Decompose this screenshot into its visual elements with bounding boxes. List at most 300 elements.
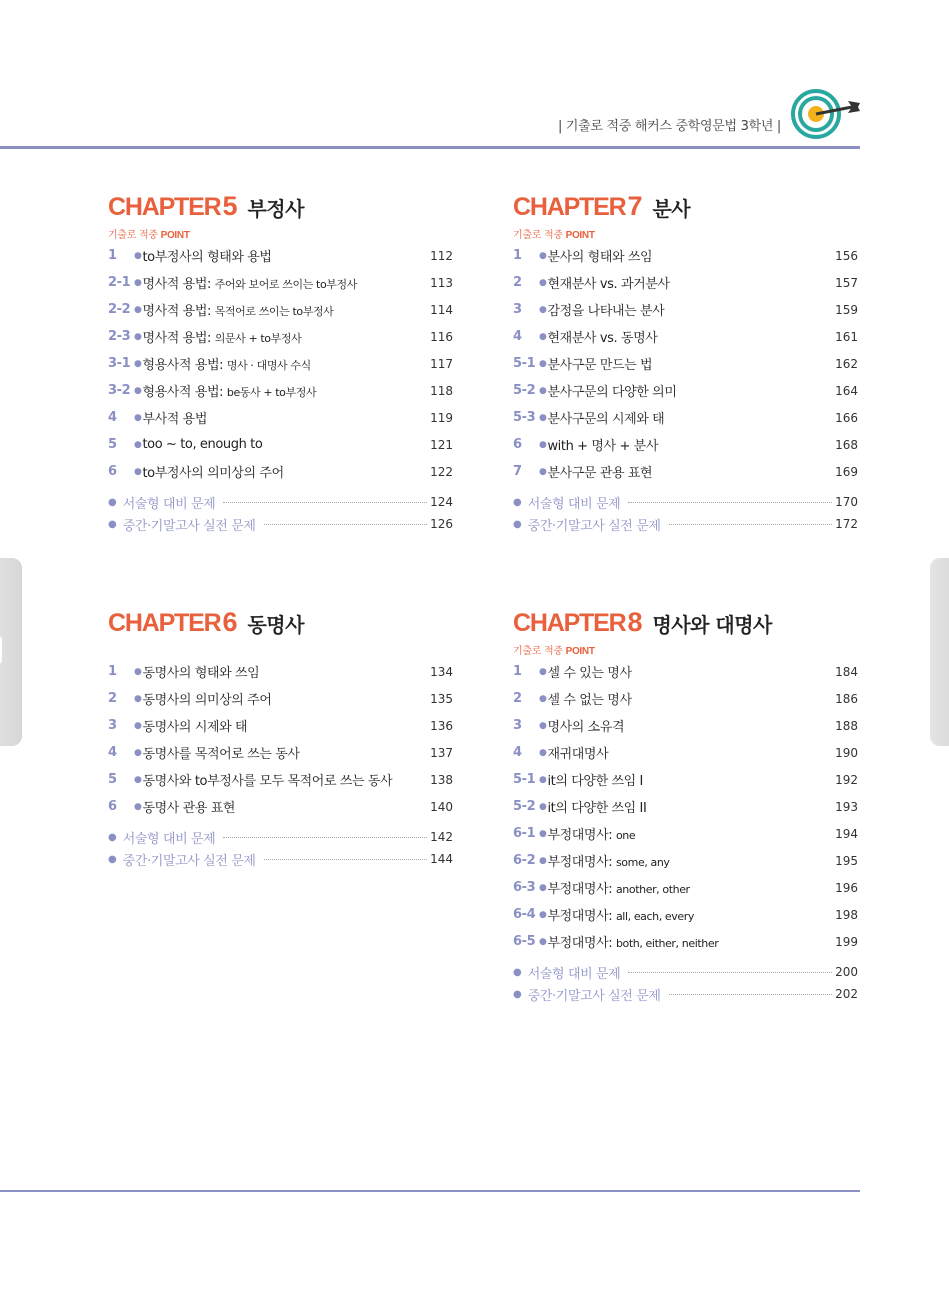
page-number: 199 [835, 934, 858, 949]
point-title [142, 716, 247, 735]
page-number: 134 [430, 664, 453, 679]
point-title [142, 743, 299, 762]
point-main: 부정대명사: [547, 909, 616, 924]
point-number: 3-1 [108, 356, 131, 371]
bullet-icon: ● [539, 331, 547, 342]
chapter-8-section [513, 604, 858, 1005]
toc-entry[interactable] [108, 296, 453, 323]
chapter-number: 8 [627, 607, 643, 637]
review-label: 중간·기말고사 실전 문제 [122, 518, 256, 534]
subtitle-kr: 기출로 적중 [513, 230, 563, 241]
chapter-heading [513, 604, 858, 638]
point-title [547, 273, 669, 292]
header-rule [0, 146, 860, 149]
toc-entry[interactable] [513, 658, 858, 685]
bullet-icon: ● [513, 988, 522, 1000]
point-number: 2-1 [108, 275, 131, 290]
toc-entry[interactable] [108, 712, 453, 739]
point-number: 2 [513, 275, 522, 290]
point-title [547, 770, 643, 789]
point-number: 4 [108, 410, 117, 425]
point-main: 분사구문의 다양한 의미 [547, 385, 677, 400]
point-number: 2-3 [108, 329, 131, 344]
point-title [547, 824, 635, 843]
bullet-icon: ● [134, 666, 142, 677]
point-title [547, 662, 631, 681]
review-label: 중간·기말고사 실전 문제 [527, 988, 661, 1004]
point-main: 부정대명사: [547, 936, 616, 951]
subtitle-en: POINT [565, 646, 595, 657]
point-main: 명사적 용법: [142, 331, 215, 346]
chapter-number: 7 [627, 191, 643, 221]
toc-entry[interactable] [513, 847, 858, 874]
toc-entry[interactable] [513, 404, 858, 431]
point-number: 3-2 [108, 383, 131, 398]
toc-entry[interactable] [513, 793, 858, 820]
page-number: 114 [430, 302, 453, 317]
page-number: 188 [835, 718, 858, 733]
bullet-icon: ● [539, 801, 547, 812]
subtitle-kr: 기출로 적중 [513, 646, 563, 657]
point-number: 5 [108, 772, 117, 787]
page-number: 172 [835, 517, 858, 531]
point-main: 분사구문의 시제와 태 [547, 412, 665, 427]
point-title [547, 435, 658, 454]
point-title [547, 743, 608, 762]
page-number: 121 [430, 437, 453, 452]
page-number: 194 [835, 826, 858, 841]
point-detail: both, either, neither [615, 937, 719, 950]
page-number: 200 [835, 965, 858, 979]
point-title [142, 462, 283, 481]
chapter-number: 6 [222, 607, 238, 637]
page-number: 122 [430, 464, 453, 479]
page-number: 112 [430, 248, 453, 263]
point-title [142, 689, 271, 708]
point-main: 현재분사 vs. 동명사 [547, 331, 658, 346]
point-main: 감정을 나타내는 분사 [547, 304, 665, 319]
dot-leader [223, 501, 427, 503]
bullet-icon: ● [134, 774, 142, 785]
bullet-icon: ● [134, 439, 142, 450]
toc-entry[interactable] [513, 458, 858, 485]
chapter-heading [513, 188, 858, 222]
review-sections [513, 491, 858, 535]
dot-leader [264, 523, 428, 525]
bullet-icon: ● [108, 831, 117, 843]
point-main: 분사의 형태와 쓰임 [547, 250, 653, 265]
chapter-name: 명사와 대명사 [652, 613, 772, 637]
point-main: 부정대명사: [547, 828, 616, 843]
review-entry[interactable] [108, 513, 453, 535]
chapter-6-section [108, 604, 453, 870]
chapter-word: CHAPTER [108, 193, 221, 221]
bullet-icon: ● [134, 250, 142, 261]
point-number: 2 [108, 691, 117, 706]
bullet-icon: ● [539, 439, 547, 450]
toc-entry[interactable] [108, 242, 453, 269]
point-title [547, 905, 694, 924]
point-number: 1 [513, 664, 522, 679]
chapter-subtitle [513, 226, 858, 239]
point-title [547, 462, 652, 481]
page-number: 164 [835, 383, 858, 398]
review-entry[interactable] [108, 491, 453, 513]
review-label: 서술형 대비 문제 [527, 966, 621, 982]
point-main: 동명사의 의미상의 주어 [142, 693, 272, 708]
bullet-icon: ● [539, 747, 547, 758]
point-number: 4 [108, 745, 117, 760]
bullet-icon: ● [539, 666, 547, 677]
point-main: to부정사의 형태와 용법 [142, 250, 272, 265]
point-title [547, 878, 689, 897]
bullet-icon: ● [134, 331, 142, 342]
side-tab-left [0, 558, 22, 746]
point-title [142, 381, 316, 400]
point-number: 5-1 [513, 772, 536, 787]
page-number: 193 [835, 799, 858, 814]
page-number: 202 [835, 987, 858, 1001]
chapter-subtitle [108, 642, 453, 655]
bullet-icon: ● [108, 496, 117, 508]
point-number: 5-2 [513, 799, 536, 814]
point-number: 1 [513, 248, 522, 263]
point-title [547, 689, 631, 708]
toc-entry[interactable] [513, 323, 858, 350]
chapter-word: CHAPTER [108, 609, 221, 637]
point-main: 동명사의 시제와 태 [142, 720, 248, 735]
point-number: 4 [513, 745, 522, 760]
point-main: 부사적 용법 [142, 412, 207, 427]
toc-entry[interactable] [108, 658, 453, 685]
point-number: 7 [513, 464, 522, 479]
chapter-name: 부정사 [247, 197, 304, 221]
page-number: 113 [430, 275, 453, 290]
point-number: 6 [108, 464, 117, 479]
point-number: 2 [513, 691, 522, 706]
bullet-icon: ● [539, 936, 547, 947]
review-label: 서술형 대비 문제 [122, 496, 216, 512]
bullet-icon: ● [539, 304, 547, 315]
toc-entry[interactable] [108, 269, 453, 296]
page-number: 135 [430, 691, 453, 706]
toc-entry[interactable] [108, 323, 453, 350]
page-number: 157 [835, 275, 858, 290]
subtitle-en: POINT [160, 230, 190, 241]
bullet-icon: ● [539, 855, 547, 866]
bullet-icon: ● [539, 277, 547, 288]
toc-entry[interactable] [513, 685, 858, 712]
page-number: 192 [835, 772, 858, 787]
point-number: 6-1 [513, 826, 536, 841]
page-number: 162 [835, 356, 858, 371]
point-main: 명사의 소유격 [547, 720, 625, 735]
bullet-icon: ● [134, 277, 142, 288]
point-main: 재귀대명사 [547, 747, 609, 762]
review-entry[interactable] [108, 826, 453, 848]
dot-leader [669, 523, 833, 525]
point-detail: another, other [615, 883, 690, 896]
chapter-name: 동명사 [247, 613, 304, 637]
point-main: 현재분사 vs. 과거분사 [547, 277, 670, 292]
bullet-icon: ● [134, 747, 142, 758]
bullet-icon: ● [539, 693, 547, 704]
point-detail: 주어와 보어로 쓰이는 to부정사 [214, 278, 357, 291]
point-title [142, 327, 301, 346]
point-title [547, 716, 624, 735]
point-detail: some, any [615, 856, 670, 869]
point-main: 동명사의 형태와 쓰임 [142, 666, 260, 681]
point-number: 1 [108, 664, 117, 679]
point-title [547, 797, 646, 816]
point-title [547, 300, 664, 319]
page-number: 136 [430, 718, 453, 733]
point-detail: 목적어로 쓰이는 to부정사 [214, 305, 334, 318]
point-number: 5-3 [513, 410, 536, 425]
point-main: 형용사적 용법: [142, 385, 227, 400]
point-detail: 의문사 + to부정사 [214, 332, 302, 345]
bullet-icon: ● [134, 385, 142, 396]
bullet-icon: ● [134, 412, 142, 423]
toc-entry[interactable] [513, 431, 858, 458]
bullet-icon: ● [134, 801, 142, 812]
bullet-icon: ● [134, 720, 142, 731]
page-number: 168 [835, 437, 858, 452]
toc-entry[interactable] [513, 377, 858, 404]
review-sections [108, 826, 453, 870]
toc-entry[interactable] [108, 685, 453, 712]
chapter-heading [108, 188, 453, 222]
bullet-icon: ● [539, 828, 547, 839]
point-title [142, 662, 259, 681]
page-number: 142 [430, 830, 453, 844]
toc-entry[interactable] [108, 793, 453, 820]
dot-leader [223, 836, 427, 838]
point-main: 동명사 관용 표현 [142, 801, 236, 816]
toc-entry[interactable] [108, 766, 453, 793]
point-number: 6 [513, 437, 522, 452]
page-number: 117 [430, 356, 453, 371]
point-title [142, 437, 262, 452]
chapter-7-section [513, 188, 858, 535]
point-main: 명사적 용법: [142, 277, 215, 292]
page-number: 186 [835, 691, 858, 706]
page-number: 116 [430, 329, 453, 344]
page-number: 198 [835, 907, 858, 922]
toc-entry[interactable] [513, 820, 858, 847]
bullet-icon: ● [513, 496, 522, 508]
page-number: 124 [430, 495, 453, 509]
bullet-icon: ● [539, 250, 547, 261]
toc-entry[interactable] [513, 350, 858, 377]
page-number: 190 [835, 745, 858, 760]
page-number: 166 [835, 410, 858, 425]
point-title [142, 408, 207, 427]
chapter-subtitle [108, 226, 453, 239]
bullet-icon: ● [539, 466, 547, 477]
point-title [547, 354, 652, 373]
review-sections [513, 961, 858, 1005]
chapter-name: 분사 [652, 197, 691, 221]
review-entry[interactable] [513, 513, 858, 535]
point-number: 6 [108, 799, 117, 814]
point-main: 동명사와 to부정사를 모두 목적어로 쓰는 동사 [142, 774, 393, 789]
page-number: 196 [835, 880, 858, 895]
toc-entry[interactable] [513, 269, 858, 296]
point-main: 부정대명사: [547, 882, 616, 897]
bullet-icon: ● [108, 518, 117, 530]
page-number: 184 [835, 664, 858, 679]
dot-leader [264, 858, 428, 860]
point-number: 5 [108, 437, 117, 452]
page-number: 137 [430, 745, 453, 760]
dot-leader [628, 501, 832, 503]
point-number: 3 [513, 302, 522, 317]
point-main: 셀 수 없는 명사 [547, 693, 632, 708]
point-main: too ~ to, enough to [142, 437, 263, 452]
bullet-icon: ● [513, 966, 522, 978]
bullet-icon: ● [539, 358, 547, 369]
point-number: 1 [108, 248, 117, 263]
point-main: it의 다양한 쓰임 II [547, 801, 647, 816]
point-title [142, 354, 310, 373]
toc-entry[interactable] [513, 874, 858, 901]
review-entry[interactable] [513, 961, 858, 983]
toc-entry[interactable] [108, 458, 453, 485]
toc-entry[interactable] [513, 712, 858, 739]
point-detail: be동사 + to부정사 [226, 386, 317, 399]
point-title [142, 273, 357, 292]
toc-entry[interactable] [513, 901, 858, 928]
page-number: 144 [430, 852, 453, 866]
bullet-icon: ● [134, 358, 142, 369]
point-main: 동명사를 목적어로 쓰는 동사 [142, 747, 300, 762]
review-label: 중간·기말고사 실전 문제 [527, 518, 661, 534]
point-main: 셀 수 있는 명사 [547, 666, 632, 681]
point-main: 명사적 용법: [142, 304, 215, 319]
point-number: 3 [513, 718, 522, 733]
side-tab-right [930, 558, 949, 746]
point-title [547, 381, 676, 400]
chapter-heading [108, 604, 453, 638]
chapter-5-section [108, 188, 453, 535]
point-title [547, 408, 664, 427]
point-title [142, 300, 333, 319]
point-main: to부정사의 의미상의 주어 [142, 466, 284, 481]
bullet-icon: ● [539, 720, 547, 731]
point-title [547, 327, 657, 346]
page-number: 118 [430, 383, 453, 398]
point-number: 5-2 [513, 383, 536, 398]
chapter-number: 5 [222, 191, 238, 221]
page-number: 159 [835, 302, 858, 317]
point-title [142, 797, 235, 816]
bullet-icon: ● [539, 909, 547, 920]
bullet-icon: ● [513, 518, 522, 530]
point-main: 분사구문 만드는 법 [547, 358, 653, 373]
toc-entry[interactable] [108, 377, 453, 404]
dot-leader [628, 971, 832, 973]
toc-entry[interactable] [108, 404, 453, 431]
page-number: 119 [430, 410, 453, 425]
point-title [547, 246, 652, 265]
bullet-icon: ● [108, 853, 117, 865]
point-title [547, 851, 669, 870]
toc-entry[interactable] [513, 766, 858, 793]
point-number: 4 [513, 329, 522, 344]
running-header: | 기출로 적중 해커스 중학영문법 3학년 | [558, 119, 781, 134]
footer-rule [0, 1190, 860, 1192]
subtitle-en: POINT [565, 230, 595, 241]
toc-entry[interactable] [108, 350, 453, 377]
point-main: it의 다양한 쓰임 I [547, 774, 643, 789]
bullet-icon: ● [134, 304, 142, 315]
review-entry[interactable] [108, 848, 453, 870]
point-title [142, 246, 271, 265]
point-number: 6-5 [513, 934, 536, 949]
dot-leader [669, 993, 833, 995]
subtitle-kr: 기출로 적중 [108, 230, 158, 241]
page-number: 195 [835, 853, 858, 868]
page-number: 156 [835, 248, 858, 263]
review-sections [108, 491, 453, 535]
point-title [547, 932, 718, 951]
bullet-icon: ● [134, 466, 142, 477]
page-number: 138 [430, 772, 453, 787]
point-number: 6-2 [513, 853, 536, 868]
bullet-icon: ● [539, 882, 547, 893]
point-main: 형용사적 용법: [142, 358, 227, 373]
toc-entry[interactable] [108, 739, 453, 766]
page-number: 170 [835, 495, 858, 509]
point-detail: one [615, 829, 636, 842]
point-detail: all, each, every [615, 910, 695, 923]
point-detail: 명사 · 대명사 수식 [226, 359, 311, 372]
toc-entry[interactable] [108, 431, 453, 458]
point-main: 분사구문 관용 표현 [547, 466, 653, 481]
chapter-word: CHAPTER [513, 193, 626, 221]
chapter-word: CHAPTER [513, 609, 626, 637]
bullet-icon: ● [539, 412, 547, 423]
review-entry[interactable] [513, 491, 858, 513]
bullet-icon: ● [539, 385, 547, 396]
point-number: 6-4 [513, 907, 536, 922]
toc-entry[interactable] [513, 928, 858, 955]
page-number: 140 [430, 799, 453, 814]
page-number: 169 [835, 464, 858, 479]
review-label: 중간·기말고사 실전 문제 [122, 853, 256, 869]
point-main: with + 명사 + 분사 [547, 439, 658, 454]
toc-entry[interactable] [513, 296, 858, 323]
review-label: 서술형 대비 문제 [122, 831, 216, 847]
bullet-icon: ● [134, 693, 142, 704]
bullet-icon: ● [539, 774, 547, 785]
chapter-subtitle [513, 642, 858, 655]
point-number: 5-1 [513, 356, 536, 371]
point-main: 부정대명사: [547, 855, 616, 870]
target-arrow-icon [790, 86, 862, 142]
page-number: 126 [430, 517, 453, 531]
page-number: 161 [835, 329, 858, 344]
point-title [142, 770, 392, 789]
point-number: 2-2 [108, 302, 131, 317]
review-entry[interactable] [513, 983, 858, 1005]
point-number: 6-3 [513, 880, 536, 895]
point-number: 3 [108, 718, 117, 733]
toc-entry[interactable] [513, 242, 858, 269]
toc-entry[interactable] [513, 739, 858, 766]
review-label: 서술형 대비 문제 [527, 496, 621, 512]
